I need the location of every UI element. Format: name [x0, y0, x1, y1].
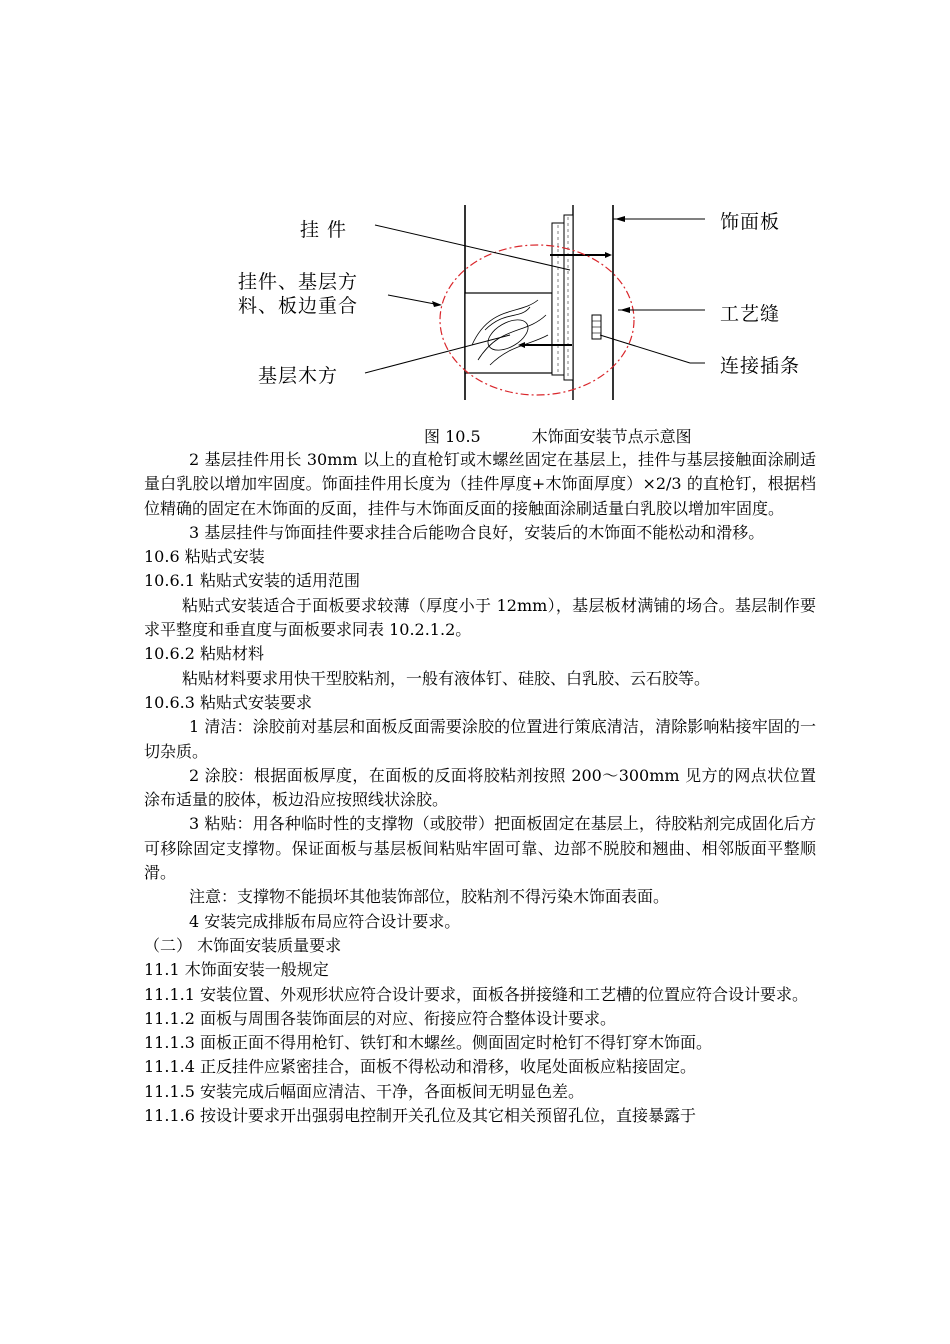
figure-caption: 图 10.5 木饰面安装节点示意图: [424, 427, 692, 446]
paragraph-layout: 4 安装完成排版布局应符合设计要求。: [189, 911, 461, 931]
rule-11-1-6: 11.1.6 按设计要求开出强弱电控制开关孔位及其它相关预留孔位，直接暴露于: [144, 1106, 696, 1126]
paragraph-base-hanger: 2 基层挂件用长 30mm 以上的直枪钉或木螺丝固定在基层上，挂件与基层接触面涂刷适量白乳胶以增加牢固度。饰面挂件用长度为（挂件厚度+木饰面厚度）×2/3 的直枪钉，根据档位精确的固定在木饰面的反面，挂件与木饰面反面的接触面涂刷适量白乳胶以增加牢固度。: [144, 450, 816, 518]
heading-10-6: 10.6 粘贴式安装: [144, 547, 265, 567]
heading-section-2: （二） 木饰面安装质量要求: [144, 935, 342, 955]
paragraph-materials: 粘贴材料要求用快干型胶粘剂，一般有液体钉、硅胶、白乳胶、云石胶等。: [182, 668, 711, 688]
label-face-panel: 饰面板: [720, 211, 781, 233]
paragraph-gluing: 2 涂胶：根据面板厚度，在面板的反面将胶粘剂按照 200～300mm 见方的网点状位置涂布适量的胶体，板边沿应按照线状涂胶。: [144, 765, 816, 810]
paragraph-note: 注意：支撑物不能损坏其他装饰部位，胶粘剂不得污染木饰面表面。: [189, 887, 670, 907]
label-base-timber: 基层木方: [258, 365, 339, 387]
paragraph-scope: 粘贴式安装适合于面板要求较薄（厚度小于 12mm），基层板材满铺的场合。基层制作要求平整度和垂直度与面板要求同表 10.2.1.2。: [144, 595, 816, 640]
heading-11-1: 11.1 木饰面安装一般规定: [144, 960, 329, 980]
rule-11-1-3: 11.1.3 面板正面不得用枪钉、铁钉和木螺丝。侧面固定时枪钉不得钉穿木饰面。: [144, 1033, 712, 1053]
label-connect-strip: 连接插条: [720, 355, 801, 377]
leader-overlap: [388, 295, 440, 305]
face-hanger-plate: [564, 215, 573, 380]
screw-upper-tip: [605, 252, 612, 258]
document-body: [144, 448, 816, 1128]
installation-node-diagram: [220, 195, 840, 405]
label-overlap-line1: 挂件、基层方: [238, 271, 359, 293]
leader-hanger: [375, 225, 570, 270]
rule-11-1-5: 11.1.5 安装完成后幅面应清洁、干净，各面板间无明显色差。: [144, 1081, 584, 1101]
heading-10-6-1: 10.6.1 粘贴式安装的适用范围: [144, 571, 360, 591]
paragraph-cleaning: 1 清洁：涂胶前对基层和面板反面需要涂胶的位置进行策底清洁，清除影响粘接牢固的一切杂质。: [144, 717, 816, 761]
paragraph-bonding: 3 粘贴：用各种临时性的支撑物（或胶带）把面板固定在基层上，待胶粘剂完成固化后方可移除固定支撑物。保证面板与基层板间粘贴牢固可靠、边部不脱胶和翘曲、相邻版面平整顺滑。: [144, 814, 816, 883]
paragraph-hanger-fit: 3 基层挂件与饰面挂件要求挂合后能吻合良好，安装后的木饰面不能松动和滑移。: [189, 522, 765, 542]
heading-10-6-3: 10.6.3 粘贴式安装要求: [144, 692, 312, 712]
rule-11-1-1: 11.1.1 安装位置、外观形状应符合设计要求，面板各拼接缝和工艺槽的位置应符合设计要求。: [144, 984, 808, 1004]
label-craft-seam: 工艺缝: [720, 303, 781, 325]
rule-11-1-2: 11.1.2 面板与周围各装饰面层的对应、衔接应符合整体设计要求。: [144, 1008, 616, 1028]
heading-10-6-2: 10.6.2 粘贴材料: [144, 644, 264, 664]
base-timber-block: [465, 293, 552, 373]
label-hanger: 挂 件: [300, 219, 348, 241]
rule-11-1-4: 11.1.4 正反挂件应紧密挂合，面板不得松动和滑移，收尾处面板应粘接固定。: [144, 1057, 696, 1077]
label-overlap-line2: 料、板边重合: [238, 295, 359, 317]
